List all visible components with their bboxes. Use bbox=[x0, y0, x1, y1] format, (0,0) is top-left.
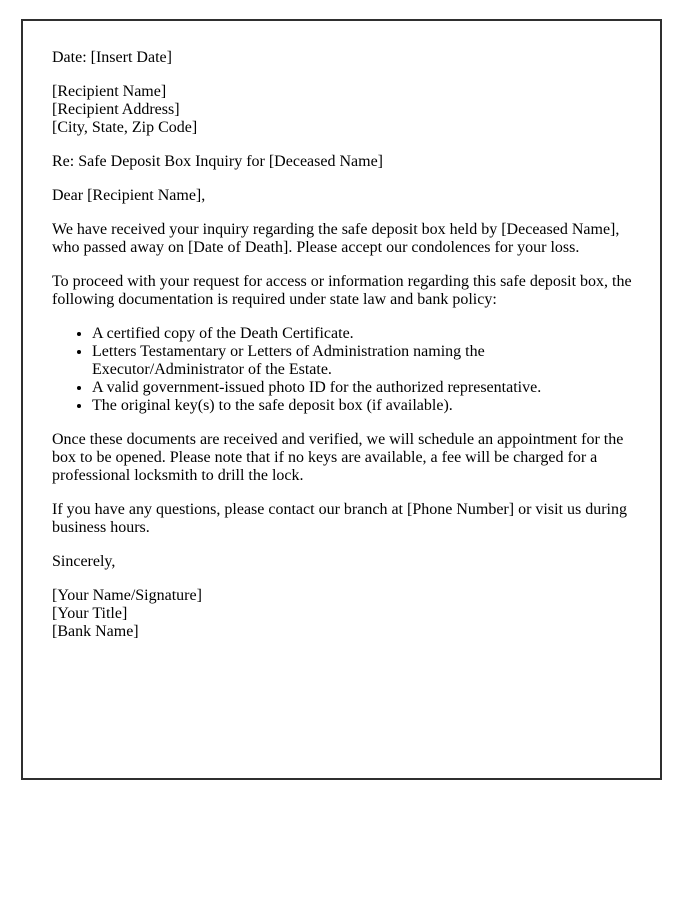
requirement-item-letters-testamentary bbox=[92, 343, 636, 379]
appointment-paragraph bbox=[52, 431, 636, 485]
requirements-intro-line-2: following documentation is required under state law and bank policy: bbox=[52, 291, 497, 308]
appointment-line-2: box to be opened. Please note that if no keys are available, a fee will be charged for a bbox=[52, 449, 598, 466]
requirement-text-line-2: Executor/Administrator of the Estate. bbox=[92, 361, 332, 378]
requirement-item-photo-id bbox=[92, 379, 636, 397]
contact-line-1: If you have any questions, please contact our branch at [Phone Number] or visit us during bbox=[52, 501, 627, 518]
recipient-name-line: [Recipient Name] bbox=[52, 83, 167, 100]
requirement-item-death-certificate bbox=[92, 325, 636, 343]
appointment-line-3: professional locksmith to drill the lock. bbox=[52, 467, 304, 484]
requirement-item-original-keys bbox=[92, 397, 636, 415]
requirement-text: • A certified copy of the Death Certificate. bbox=[92, 325, 354, 342]
signature-bank-line: [Bank Name] bbox=[52, 623, 139, 640]
requirements-intro-paragraph bbox=[52, 273, 636, 309]
intro-line-1: We have received your inquiry regarding the safe deposit box held by [Deceased Name], bbox=[52, 221, 620, 238]
salutation-text: Dear [Recipient Name], bbox=[52, 187, 206, 204]
requirement-text-line-1: • Letters Testamentary or Letters of Administration naming the bbox=[92, 343, 485, 360]
requirement-text: • A valid government-issued photo ID for the authorized representative. bbox=[92, 379, 542, 396]
requirements-list bbox=[52, 325, 636, 415]
recipient-city-line: [City, State, Zip Code] bbox=[52, 119, 198, 136]
contact-line-2: business hours. bbox=[52, 519, 150, 536]
letter-page bbox=[21, 19, 662, 780]
date-text: Date: [Insert Date] bbox=[52, 49, 172, 66]
closing bbox=[52, 553, 636, 571]
recipient-block bbox=[52, 83, 636, 137]
subject-line bbox=[52, 153, 636, 171]
salutation bbox=[52, 187, 636, 205]
signature-name-line: [Your Name/Signature] bbox=[52, 587, 202, 604]
signature-title-line: [Your Title] bbox=[52, 605, 128, 622]
signature-block bbox=[52, 587, 636, 641]
intro-paragraph bbox=[52, 221, 636, 257]
requirements-intro-line-1: To proceed with your request for access or information regarding this safe deposit box, the bbox=[52, 273, 632, 290]
recipient-address-line: [Recipient Address] bbox=[52, 101, 180, 118]
contact-paragraph bbox=[52, 501, 636, 537]
requirement-text: • The original key(s) to the safe deposit box (if available). bbox=[92, 397, 453, 414]
intro-line-2: who passed away on [Date of Death]. Please accept our condolences for your loss. bbox=[52, 239, 580, 256]
appointment-line-1: Once these documents are received and verified, we will schedule an appointment for the bbox=[52, 431, 624, 448]
date-line bbox=[52, 49, 636, 67]
closing-text: Sincerely, bbox=[52, 553, 116, 570]
subject-text: Re: Safe Deposit Box Inquiry for [Deceased Name] bbox=[52, 153, 383, 170]
